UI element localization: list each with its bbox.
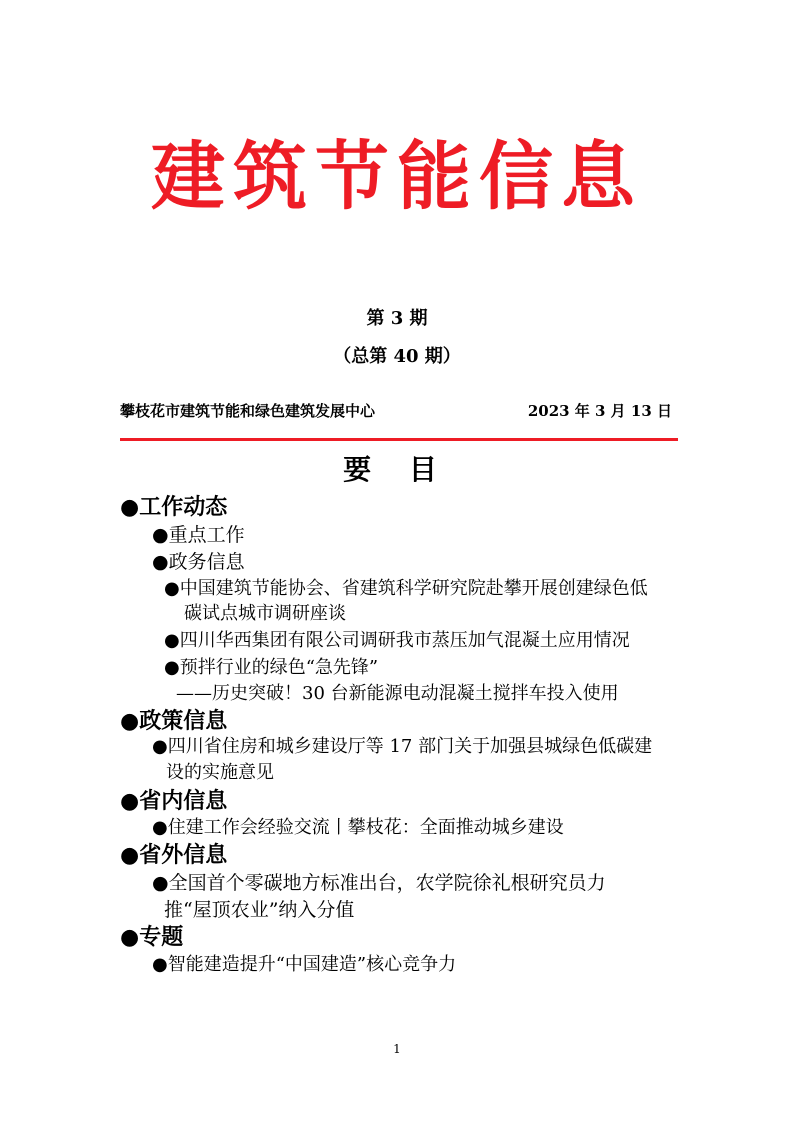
issue-number: 第 3 期 (366, 308, 428, 329)
toc-item (152, 956, 456, 974)
toc-item-text: 智能建造提升“中国建造”核心竞争力 (167, 954, 457, 975)
toc-section (120, 926, 183, 949)
toc-item (152, 553, 245, 572)
toc-item (164, 580, 648, 598)
toc-item (152, 738, 652, 756)
bullet-icon: ● (152, 954, 168, 975)
toc-section (120, 496, 227, 519)
toc-section (120, 710, 227, 733)
toc-item-text: 全国首个零碳地方标准出台，农学院徐礼根研究员力 (168, 872, 606, 894)
bullet-icon: ● (152, 551, 169, 573)
toc-item (152, 819, 564, 837)
toc-section-title: 工作动态 (139, 494, 228, 520)
toc-section (120, 790, 227, 813)
toc-item (164, 659, 378, 677)
masthead-title: 建筑节能信息 (151, 134, 643, 220)
toc-item (164, 632, 630, 650)
header-divider (120, 438, 678, 441)
toc-item-text: 住建工作会经验交流丨攀枝花：全面推动城乡建设 (167, 817, 564, 838)
bullet-icon: ● (120, 495, 140, 520)
bullet-icon: ● (120, 709, 140, 734)
bullet-icon: ● (120, 925, 140, 950)
page-number: 1 (393, 1042, 401, 1056)
publisher: 攀枝花市建筑节能和绿色建筑发展中心 (120, 402, 376, 420)
toc-section-title: 省外信息 (139, 842, 228, 868)
toc-item-text: 预拌行业的绿色“急先锋” (179, 657, 379, 678)
toc-heading: 要 目 (343, 453, 451, 486)
publish-date: 2023 年 3 月 13 日 (527, 402, 672, 420)
toc-item-text: 重点工作 (168, 524, 245, 546)
toc-item-text: 四川省住房和城乡建设厅等 17 部门关于加强县城绿色低碳建 (167, 736, 653, 757)
bullet-icon: ● (152, 817, 168, 838)
bullet-icon: ● (120, 843, 140, 868)
toc-item-continuation: 设的实施意见 (166, 762, 274, 783)
toc-item-continuation: 碳试点城市调研座谈 (184, 603, 346, 624)
toc-section-title: 专题 (139, 924, 184, 950)
toc-item-continuation: ——历史突破！30 台新能源电动混凝土搅拌车投入使用 (176, 683, 619, 704)
toc-item (152, 874, 606, 893)
toc-item (152, 526, 245, 545)
bullet-icon: ● (152, 872, 169, 894)
toc-item-text: 中国建筑节能协会、省建筑科学研究院赴攀开展创建绿色低 (179, 578, 648, 599)
toc-item-text: 四川华西集团有限公司调研我市蒸压加气混凝土应用情况 (179, 630, 630, 651)
bullet-icon: ● (152, 524, 169, 546)
toc-item-continuation: 推“屋顶农业”纳入分值 (164, 899, 355, 921)
toc-item-text: 政务信息 (168, 551, 245, 573)
toc-section-title: 省内信息 (139, 788, 228, 814)
toc-section-title: 政策信息 (139, 708, 228, 734)
bullet-icon: ● (164, 630, 180, 651)
bullet-icon: ● (120, 789, 140, 814)
bullet-icon: ● (164, 578, 180, 599)
bullet-icon: ● (152, 736, 168, 757)
toc-section (120, 844, 227, 867)
issue-total: （总第 40 期） (333, 346, 461, 367)
bullet-icon: ● (164, 657, 180, 678)
